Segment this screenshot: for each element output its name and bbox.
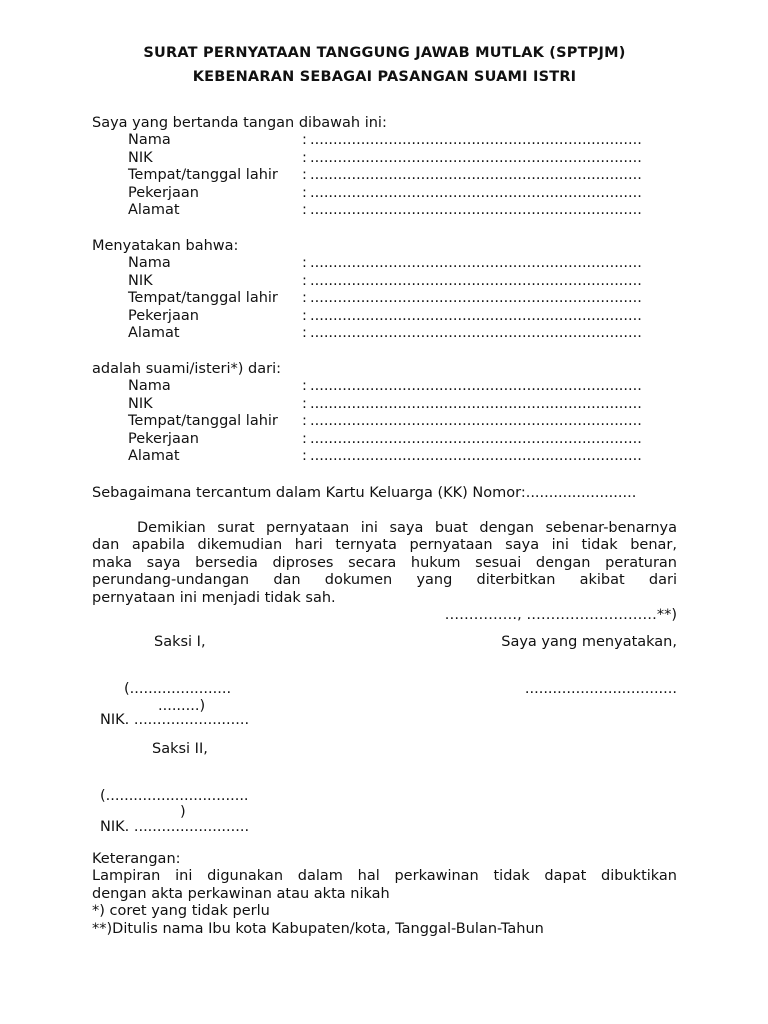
kk-number-line: Sebagaimana tercantum dalam Kartu Keluarga (KK) Nomor:........................ xyxy=(92,485,637,501)
field-blank: ........................................................................ xyxy=(310,185,642,201)
witness2-label: Saksi II, xyxy=(152,741,208,757)
section2-field-pekerjaan xyxy=(92,308,677,326)
field-colon: : xyxy=(302,431,307,447)
field-colon: : xyxy=(302,378,307,394)
document-page xyxy=(92,0,677,1024)
section1-field-nama xyxy=(92,132,677,150)
field-colon: : xyxy=(302,150,307,166)
field-label: Pekerjaan xyxy=(128,308,199,324)
field-label: Pekerjaan xyxy=(128,185,199,201)
field-label: Alamat xyxy=(128,325,180,341)
witness2-signature-blank: (............................... xyxy=(100,788,249,804)
witness1-signature-blank-cont: .........) xyxy=(158,698,206,714)
field-colon: : xyxy=(302,308,307,324)
section1-field-nik xyxy=(92,150,677,168)
section3-field-pekerjaan xyxy=(92,431,677,449)
field-label: Nama xyxy=(128,255,171,271)
section1-intro: Saya yang bertanda tangan dibawah ini: xyxy=(92,115,387,131)
statement-line-4: perundang-undangan dan dokumen yang diterbitkan akibat dari xyxy=(92,572,677,588)
field-colon: : xyxy=(302,290,307,306)
field-blank: ........................................................................ xyxy=(310,150,642,166)
field-blank: ........................................................................ xyxy=(310,202,642,218)
field-blank: ........................................................................ xyxy=(310,308,642,324)
field-label: NIK xyxy=(128,150,153,166)
field-blank: ........................................................................ xyxy=(310,378,642,394)
field-label: NIK xyxy=(128,273,153,289)
witness2-nik: NIK. ......................... xyxy=(100,819,250,835)
witness1-label: Saksi I, xyxy=(154,634,206,650)
field-blank: ........................................................................ xyxy=(310,132,642,148)
field-label: Pekerjaan xyxy=(128,431,199,447)
notes-line-1: Lampiran ini digunakan dalam hal perkawinan tidak dapat dibuktikan xyxy=(92,868,677,884)
field-label: Nama xyxy=(128,378,171,394)
field-blank: ........................................................................ xyxy=(310,448,642,464)
field-colon: : xyxy=(302,167,307,183)
section3-field-alamat xyxy=(92,448,677,466)
field-colon: : xyxy=(302,325,307,341)
section2-field-nik xyxy=(92,273,677,291)
field-label: Tempat/tanggal lahir xyxy=(128,167,278,183)
statement-line-3: maka saya bersedia diproses secara hukum sesuai dengan peraturan xyxy=(92,555,677,571)
statement-line-5: pernyataan ini menjadi tidak sah. xyxy=(92,590,336,606)
document-subtitle: KEBENARAN SEBAGAI PASANGAN SUAMI ISTRI xyxy=(192,69,577,85)
place-date-line: ……………, ………………………**) xyxy=(444,607,677,623)
field-blank: ........................................................................ xyxy=(310,273,642,289)
field-colon: : xyxy=(302,202,307,218)
declarant-signature-blank: ................................. xyxy=(524,681,677,697)
section1-field-pekerjaan xyxy=(92,185,677,203)
field-colon: : xyxy=(302,273,307,289)
section1-field-ttl xyxy=(92,167,677,185)
notes-line-4: **)Ditulis nama Ibu kota Kabupaten/kota, Tanggal-Bulan-Tahun xyxy=(92,921,544,937)
field-label: Alamat xyxy=(128,202,180,218)
notes-line-3: *) coret yang tidak perlu xyxy=(92,903,270,919)
section2-field-nama xyxy=(92,255,677,273)
field-blank: ........................................................................ xyxy=(310,413,642,429)
field-blank: ........................................................................ xyxy=(310,290,642,306)
field-label: Alamat xyxy=(128,448,180,464)
field-colon: : xyxy=(302,255,307,271)
section2-intro: Menyatakan bahwa: xyxy=(92,238,239,254)
field-blank: ........................................................................ xyxy=(310,431,642,447)
section2-field-ttl xyxy=(92,290,677,308)
statement-line-2: dan apabila dikemudian hari ternyata pernyataan saya ini tidak benar, xyxy=(92,537,677,553)
witness2-signature-blank-cont: ) xyxy=(180,804,186,820)
field-label: Nama xyxy=(128,132,171,148)
field-colon: : xyxy=(302,132,307,148)
field-colon: : xyxy=(302,413,307,429)
field-blank: ........................................................................ xyxy=(310,255,642,271)
section2-field-alamat xyxy=(92,325,677,343)
notes-heading: Keterangan: xyxy=(92,851,181,867)
document-title: SURAT PERNYATAAN TANGGUNG JAWAB MUTLAK (SPTPJM) xyxy=(143,45,626,61)
declarant-label: Saya yang menyatakan, xyxy=(501,634,677,650)
field-label: NIK xyxy=(128,396,153,412)
section3-field-ttl xyxy=(92,413,677,431)
section3-intro: adalah suami/isteri*) dari: xyxy=(92,361,282,377)
section3-field-nama xyxy=(92,378,677,396)
field-label: Tempat/tanggal lahir xyxy=(128,413,278,429)
field-blank: ........................................................................ xyxy=(310,396,642,412)
section1-field-alamat xyxy=(92,202,677,220)
statement-line-1: Demikian surat pernyataan ini saya buat dengan sebenar-benarnya xyxy=(137,520,677,536)
notes-line-2: dengan akta perkawinan atau akta nikah xyxy=(92,886,390,902)
field-colon: : xyxy=(302,185,307,201)
field-colon: : xyxy=(302,396,307,412)
field-blank: ........................................................................ xyxy=(310,167,642,183)
field-label: Tempat/tanggal lahir xyxy=(128,290,278,306)
field-blank: ........................................................................ xyxy=(310,325,642,341)
witness1-signature-blank: (...................... xyxy=(124,681,232,697)
section3-field-nik xyxy=(92,396,677,414)
witness1-nik: NIK. ......................... xyxy=(100,712,250,728)
field-colon: : xyxy=(302,448,307,464)
